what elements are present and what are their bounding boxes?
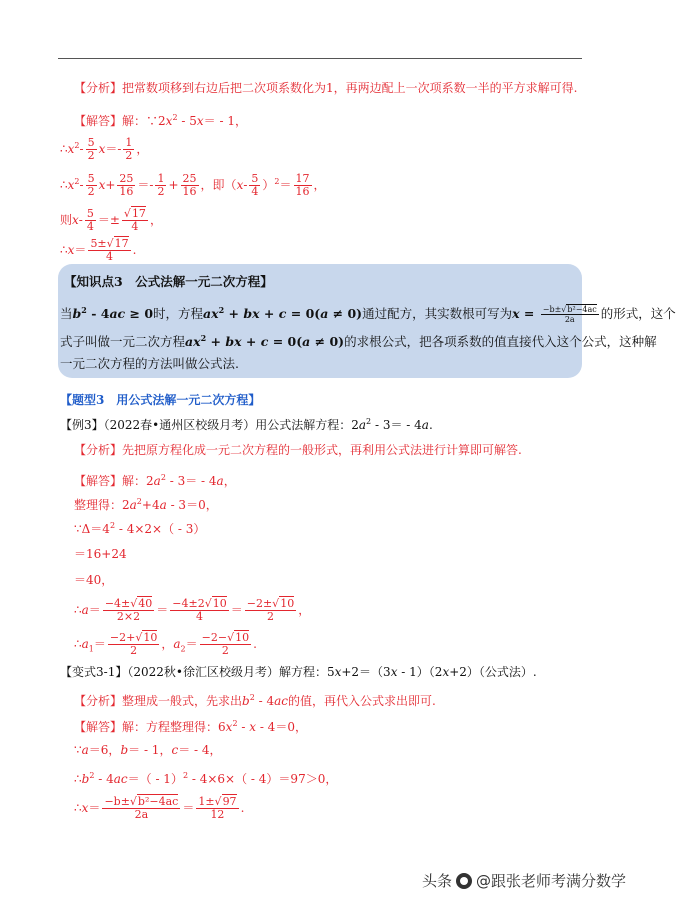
solution-2: 【解答】解：$2a^2 - 3= - 4a$，: [74, 473, 236, 488]
solution-1: 【解答】解：$\because 2x^2 - 5x= - 1$，: [74, 113, 247, 128]
step-2: $\therefore x^2-$ $\frac{5}{2}$ x+ $\frac{25}{16}$ ＝- $\frac{1}{2}$ + $\frac{25}{16}$ ，即（x- $\frac{5}{4}$ ）$^2$＝ $\frac{17}{16}$ ，: [60, 172, 326, 198]
s2-1: 整理得：$2a^2+4a - 3=0$，: [74, 497, 218, 512]
solution-3: 【解答】解：方程整理得：$6x^2 - x - 4=0$，: [74, 719, 307, 734]
variant-3-1: 【变式3-1】（2022秋•徐汇区校级月考）解方程：5x+2＝（3x - 1）（2x+2）（公式法）.: [60, 665, 537, 679]
toutiao-logo-icon: [456, 873, 472, 889]
type-3-heading: 【题型3 用公式法解一元二次方程】: [60, 393, 261, 407]
example-3: 【例3】（2022春•通州区校级月考）用公式法解方程：$2a^2 - 3= - 4a$.: [60, 417, 433, 432]
solution-label: 【解答】: [74, 114, 123, 128]
step-4: ∴x＝ $\frac{5\pm√17}{4}$ .: [60, 237, 137, 263]
s2-3: ＝16+24: [74, 547, 127, 561]
s2-2: $\because\Delta=4^2 - 4\times 2\times( - 3)$: [74, 521, 206, 536]
knowledge-line-1: 当$b^2 - 4ac \ge 0$时，方程$ax^2$ + bx + c = 0(a ≠ 0)通过配方，其实数根可写为x = $\frac{\text{−b±√b²−4ac}}{2a}$ 的形式，这个: [60, 305, 676, 325]
s3-1: ∵a＝6，b＝ - 1，c＝ - 4，: [74, 743, 222, 757]
knowledge-line-3: 一元二次方程的方法叫做公式法.: [60, 356, 239, 371]
watermark: 头条 @跟张老师考满分数学: [421, 872, 626, 890]
s2-6: $\therefore a_1=$ $\frac{-2+√10}{2}$ ，$a_2=$ $\frac{-2-√10}{2}$ .: [74, 631, 257, 657]
s2-5: ∴a＝ $\frac{-4\pm√40}{2\times 2}$ ＝ $\frac{-4\pm 2√10}{4}$ ＝ $\frac{-2\pm√10}{2}$ ，: [74, 597, 311, 623]
header-rule: [58, 58, 582, 59]
step-1: $\therefore x^2-$ $\frac{5}{2}$ x＝- $\frac{1}{2}$ ，: [60, 136, 149, 162]
analysis-2: 【分析】先把原方程化成一元二次方程的一般形式，再利用公式法进行计算即可解答.: [74, 443, 522, 457]
s2-4: ＝40，: [74, 573, 114, 587]
knowledge-title: 【知识点3 公式法解一元二次方程】: [64, 274, 273, 289]
s3-3: ∴x＝ $\frac{\text{−b±√b²−4ac}}{2a}$ ＝ $\frac{1\pm√97}{12}$ .: [74, 795, 245, 821]
analysis-3: 【分析】整理成一般式，先求出$b^2 - 4ac$的值，再代入公式求出即可.: [74, 693, 436, 708]
step-3: 则x- $\frac{5}{4}$ ＝± $\frac{√17}{4}$ ，: [60, 207, 162, 233]
s3-2: $\therefore b^2 - 4ac=( - 1)^2 - 4\times 6\times( - 4)=97>0$，: [74, 771, 338, 786]
analysis-1: 【分析】把常数项移到右边后把二次项系数化为1，再两边配上一次项系数一半的平方求解可得.: [74, 81, 578, 95]
analysis-label: 【分析】: [74, 81, 123, 95]
knowledge-line-2: 式子叫做一元二次方程$ax^2$ + bx + c = 0(a ≠ 0)的求根公式，把各项系数的值直接代入这个公式，这种解: [60, 333, 657, 350]
